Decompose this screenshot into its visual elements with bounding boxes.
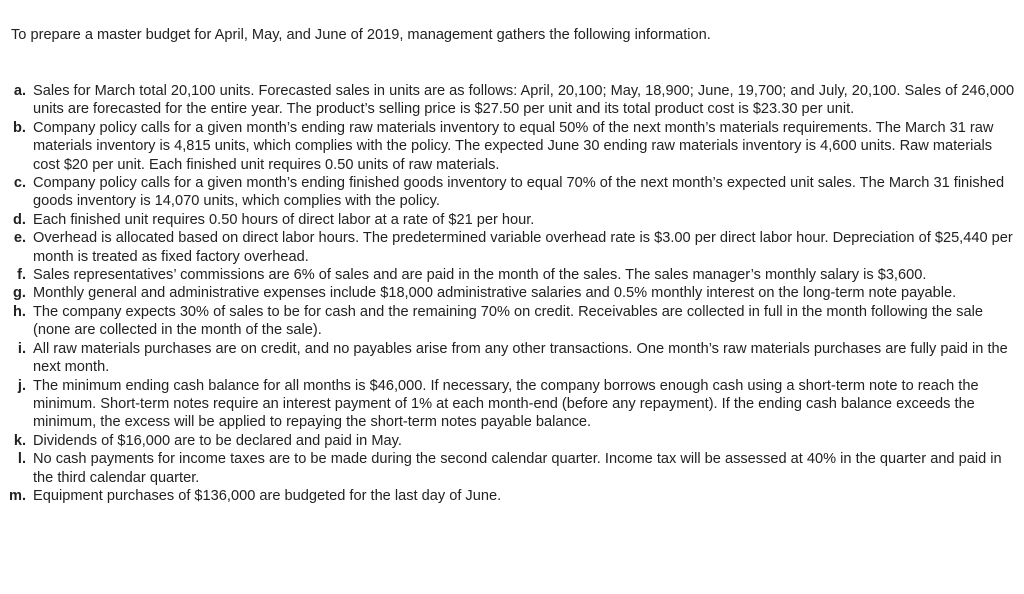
list-marker: h. [13, 303, 26, 320]
list-marker: a. [13, 83, 26, 99]
list-marker: g. [13, 285, 26, 302]
list-item-h [0, 303, 1024, 340]
list-item-text: Each finished unit requires 0.50 hours of direct labor at a rate of $21 per hour. [33, 211, 535, 228]
list-item-text: Company policy calls for a given month’s ending finished goods inventory to equal 70% of the next month’s expected unit sales. The March 31 finished goods inventory is 14,070 units, which complies with the policy. [33, 175, 1005, 210]
list-item-m [0, 487, 1024, 505]
list-item-text: Sales representatives’ commissions are 6% of sales and are paid in the month of the sales. The sales manager’s monthly salary is $3,600. [33, 267, 927, 284]
list-marker: m. [8, 487, 26, 504]
list-marker: k. [13, 432, 26, 449]
list-item-text: Equipment purchases of $136,000 are budgeted for the last day of June. [33, 487, 502, 504]
list-item-text: Monthly general and administrative expenses include $18,000 administrative salaries and 0.5% monthly interest on the long-term note payable. [33, 285, 957, 302]
list-marker: i. [17, 340, 26, 357]
list-marker: d. [13, 211, 26, 228]
list-item-j [0, 377, 1024, 432]
list-item-text: Sales for March total 20,100 units. Forecasted sales in units are as follows: April, 20,100; May, 18,900; June, 19,700; and July, 20,100. Sales of 246,000 units are forecasted for the entire year. The product’s selling price is $27.50 per unit and its total product cost is $23.30 per unit. [33, 83, 1015, 118]
list-item-text: The company expects 30% of sales to be for cash and the remaining 70% on credit. Receivables are collected in full in the month following the sale (none are collected in the month of the sale). [33, 303, 983, 339]
list-marker: e. [13, 230, 26, 247]
list-marker: l. [17, 451, 26, 468]
list-item-text: Company policy calls for a given month’s ending raw materials inventory to equal 50% of the next month’s materials requirements. The March 31 raw materials inventory is 4,815 units, which complies with the policy. The expected June 30 ending raw materials inventory is 4,600 units. Raw materials cost $20 per unit. Each finished unit requires 0.50 units of raw materials. [33, 119, 994, 173]
list-item-text: The minimum ending cash balance for all months is $46,000. If necessary, the company borrows enough cash using a short-term note to reach the minimum. Short-term notes require an interest payment of 1% at each month-end (before any repayment). If the ending cash balance exceeds the minimum, the excess will be applied to repaying the short-term notes payable balance. [33, 377, 979, 431]
list-marker: b. [13, 119, 26, 136]
intro-paragraph: To prepare a master budget for April, May, and June of 2019, management gathers the following information. [11, 27, 711, 43]
list-item-c [0, 174, 1024, 211]
information-list [0, 82, 1024, 505]
list-item-b [0, 119, 1024, 174]
list-item-f [0, 266, 1024, 284]
list-item-text: Overhead is allocated based on direct labor hours. The predetermined variable overhead rate is $3.00 per direct labor hour. Depreciation of $25,440 per month is treated as fixed factory overhead. [33, 230, 1013, 265]
list-marker: c. [13, 175, 26, 192]
list-marker: j. [17, 377, 26, 394]
list-item-k [0, 432, 1024, 450]
list-item-text: All raw materials purchases are on credit, and no payables arise from any other transactions. One month’s raw materials purchases are fully paid in the next month. [33, 340, 1008, 376]
list-item-text: Dividends of $16,000 are to be declared and paid in May. [33, 432, 402, 449]
list-item-text: No cash payments for income taxes are to be made during the second calendar quarter. Income tax will be assessed at 40% in the quarter and paid in the third calendar quarter. [33, 451, 1002, 486]
list-item-d [0, 211, 1024, 229]
list-item-e [0, 229, 1024, 266]
list-item-a [0, 82, 1024, 119]
list-item-g [0, 284, 1024, 302]
list-marker: f. [17, 267, 26, 284]
list-item-i [0, 340, 1024, 377]
list-item-l [0, 450, 1024, 487]
